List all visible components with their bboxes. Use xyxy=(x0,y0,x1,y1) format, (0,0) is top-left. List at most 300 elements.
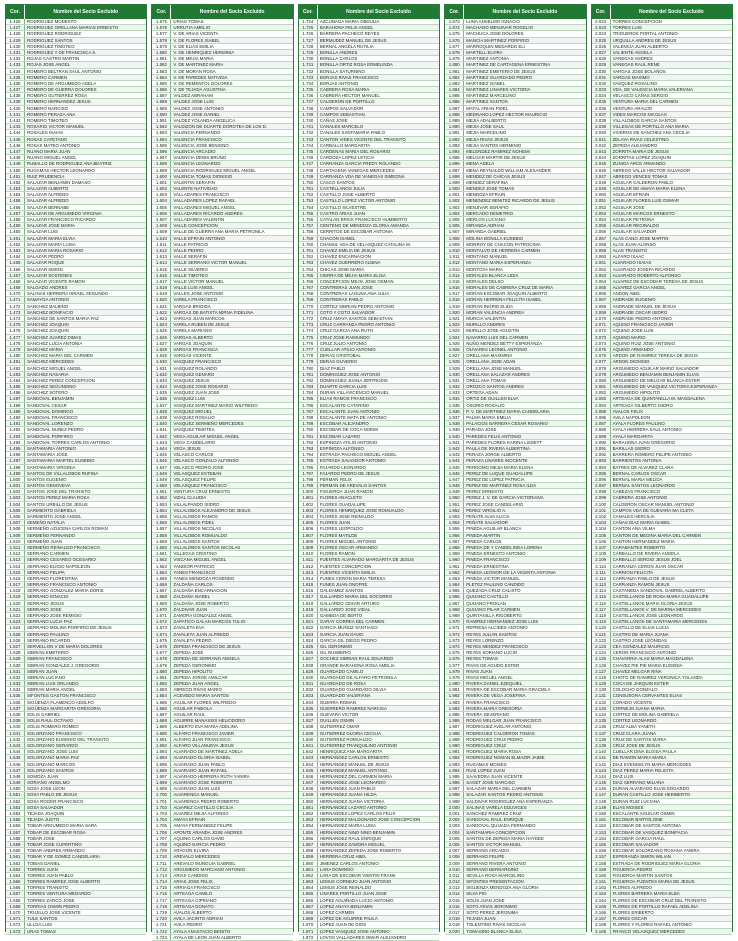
member-name: PINEDA ERNESTINA xyxy=(466,563,509,569)
member-number: 2.134 xyxy=(592,712,611,717)
member-name: PEÑATE ALVA ALICIA xyxy=(466,514,510,519)
member-name: MARTINEZ DE CARTAGENA ERNESTINA xyxy=(466,62,551,68)
member-name: PAULA DE RIVERA ALBERTINA xyxy=(466,445,530,451)
member-number: 2.146 xyxy=(592,786,611,791)
member-name: RIVERA DE ESCOBAR MARIA GRACIELA xyxy=(466,687,551,693)
member-number: 1.627 xyxy=(152,341,171,346)
member-name: ZALDAÑA CARLOS xyxy=(173,582,213,588)
member-number: 1.521 xyxy=(6,607,25,612)
member-name: V. DE PAREDES NATIVIDA xyxy=(173,74,228,80)
member-name: MENDEZ SERAFINA xyxy=(466,179,508,185)
member-number: 1.806 xyxy=(299,526,318,531)
member-name: TORRES TRANSITO xyxy=(27,885,69,891)
member-number: 2.031 xyxy=(592,75,611,80)
member-number: 2.053 xyxy=(592,211,611,216)
member-name: RODRIGUEZ RODRIGUEZ xyxy=(27,31,81,37)
member-name: ALVARADO JUAN PABLO xyxy=(173,761,225,767)
member-number: 1.688 xyxy=(152,718,171,723)
member-name: SIBRIAN EMETERIO xyxy=(27,650,69,656)
member-name: ARGUMEDO AGUILAR MARIO SALVADOR xyxy=(612,365,699,371)
member-name: TOLENTINO RIVAS NICOLAS xyxy=(466,922,526,928)
member-name: AQUINO MARIO xyxy=(612,334,646,340)
member-number: 1.967 xyxy=(445,601,464,606)
member-number: 1.565 xyxy=(6,879,25,884)
member-name: GUARDADO DE ROSA xyxy=(319,681,367,687)
member-name: AQUINO ARMANDO xyxy=(612,346,654,352)
member-number: 1.671 xyxy=(152,613,171,618)
member-number: 2.102 xyxy=(592,514,611,519)
member-number: 1.531 xyxy=(6,669,25,674)
member-number: 1.950 xyxy=(445,495,464,500)
member-number: 1.512 xyxy=(6,551,25,556)
member-name: CORTEZ SIBRIAN PEDRO ANTONIO xyxy=(319,303,395,309)
member-number: 1.757 xyxy=(299,223,318,228)
member-number: 1.999 xyxy=(445,799,464,804)
member-name: MENJIVAR SERAFIO xyxy=(466,204,509,210)
member-number: 1.437 xyxy=(6,87,25,92)
member-name: SIGÜENZA FLAMENCO ADOLFO xyxy=(27,699,94,705)
member-name: FRANCO VELASQUEZ MERCEDES xyxy=(612,928,685,934)
member-name: ROMERO BELTRAN SAUL ANTONIO xyxy=(27,68,102,74)
member-name: DIAZ SERRANO MILIANA xyxy=(612,780,665,786)
member-name: REYES TOMAS xyxy=(466,656,498,662)
member-name: DOMINGUEZ JUANA JERTRUDIS xyxy=(319,377,388,383)
member-name: DUARTE GARCIA LUIS xyxy=(319,384,367,390)
member-name: VARGAS DE BATISTA MIRNA FIDELINA xyxy=(173,309,254,315)
member-name: GUARDADO CAMILO xyxy=(319,668,364,674)
member-name: CAMPOS SEBASTIAN xyxy=(319,111,365,117)
member-name: VALDEZ JOSE LUIS xyxy=(173,99,214,105)
member-name: SANTOS JOSE DEL TRANSITO xyxy=(27,489,91,495)
member-number: 1.707 xyxy=(152,836,171,841)
member-name: CABEZAS FRANCISCO xyxy=(612,489,661,495)
member-name: PEREZ J. V. DE GARCIA VICTORIANA xyxy=(466,495,544,501)
member-name: HERNANDEZ JUAN PABLO xyxy=(319,786,376,792)
member-name: RODRIGUEZ ORELLANA MARIAS ERNESTO xyxy=(27,25,119,31)
member-number: 1.993 xyxy=(445,762,464,767)
member-number: 2.108 xyxy=(592,551,611,556)
member-number: 1.486 xyxy=(6,390,25,395)
member-name: AGUILAR EFRAIN xyxy=(612,192,650,198)
member-name: CARDOZA LOPEZ LETICIA xyxy=(319,155,375,161)
member-number: 1.644 xyxy=(152,446,171,451)
member-name: CRUZ CARRANZA PEDRO ANTONIO xyxy=(319,322,395,328)
member-number: 1.685 xyxy=(152,700,171,705)
member-number: 1.666 xyxy=(152,582,171,587)
member-number: 1.470 xyxy=(6,291,25,296)
member-name: VALLE LUIS ANGEL xyxy=(173,285,214,291)
member-number: 1.466 xyxy=(6,267,25,272)
member-name: PEREZ DE LOPEZ PATRICIA xyxy=(466,476,525,482)
member-name: SIGÜENZA MARGARITA GREGORIA xyxy=(27,705,101,711)
member-number: 1.638 xyxy=(152,409,171,414)
member-name: MATAL ARIAN FIDEL xyxy=(466,105,509,111)
member-name: SERMEÑO AZUCENA CARLOS ROMAN xyxy=(27,526,108,532)
member-name: AGUILAR CALDERON PABLO xyxy=(612,179,674,185)
member-number: 1.889 xyxy=(445,118,464,123)
member-number: 1.782 xyxy=(299,378,318,383)
member-number: 1.705 xyxy=(152,823,171,828)
member-name: PINEDA VICTOR MANUEL xyxy=(466,575,520,581)
member-name: V. DE HENRIQUEZ HERMINIA xyxy=(173,49,235,55)
member-name: ARDON DE RAMIREZ TERESA DE JESUS xyxy=(612,353,698,359)
member-name: APONTE ARANDA JOSE ANDRES xyxy=(173,829,243,835)
member-name: ARTEAGA GILBERTO ISIDRO xyxy=(612,402,673,408)
member-name: CONTRERAS PABLO xyxy=(319,297,363,303)
member-number: 1.523 xyxy=(6,619,25,624)
member-number: 1.471 xyxy=(6,297,25,302)
member-number: 1.952 xyxy=(445,508,464,513)
member-number: 1.560 xyxy=(6,848,25,853)
member-number: 1.981 xyxy=(445,687,464,692)
member-name: V. DE FLORES ISABEL xyxy=(173,37,220,43)
member-name: SIBRIAN LUIS ORLANDO xyxy=(27,681,79,687)
member-number: 1.932 xyxy=(445,384,464,389)
member-name: ALVARADO JOSEFA RICARDO xyxy=(612,266,676,272)
member-number: 1.440 xyxy=(6,106,25,111)
member-name: SANCHEZ JOAQUIN xyxy=(27,322,69,328)
member-number: 1.629 xyxy=(152,353,171,358)
member-name: VALIENTE ANGELA xyxy=(612,49,653,55)
member-number: 1.984 xyxy=(445,706,464,711)
member-number: 1.741 xyxy=(299,124,318,129)
member-name: BERNAL MARIA MELIDA xyxy=(612,476,663,482)
member-name: ZAVALETA PEDRO xyxy=(173,637,212,643)
member-name: SOLORZANO SANTOS xyxy=(27,767,74,773)
member-name: SALAZAR ALBERTO xyxy=(27,186,69,192)
member-name: SANTOS URBILLO DE JESUS xyxy=(27,501,88,507)
member-number: 2.004 xyxy=(445,830,464,835)
member-number: 1.723 xyxy=(152,935,171,940)
member-number: 1.756 xyxy=(299,217,318,222)
member-number: 1.499 xyxy=(6,471,25,476)
member-name: SALAZAR VICENTE RAMON xyxy=(27,278,85,284)
member-number: 1.556 xyxy=(6,823,25,828)
table-body xyxy=(299,19,439,941)
member-name: DERAS CRISTOBAL xyxy=(319,353,361,359)
member-name: SALGADO ANDRES xyxy=(27,285,68,291)
member-number: 1.992 xyxy=(445,755,464,760)
member-number: 2.050 xyxy=(592,192,611,197)
member-name: ESTRADA PACHECO MIGUEL ANGEL xyxy=(319,452,397,458)
member-name: BORJAS RIVAS FRANCISCO xyxy=(319,74,379,80)
member-name: SALAZAR ALFREDO xyxy=(27,192,69,198)
member-name: MIRANDA ADRIAN xyxy=(466,223,504,229)
member-name: RODRIGUEZ Y DE FRANCISCA S. xyxy=(27,49,97,55)
member-name: VALENCIA LEONARDO xyxy=(173,161,221,167)
member-number: 1.641 xyxy=(152,427,171,432)
member-name: ESCALANTE CATARINO xyxy=(319,402,370,408)
member-name: RODRIGUEZ MARIA ROSA xyxy=(466,749,522,755)
member-name: SORIANO ANSELMO xyxy=(27,780,70,786)
member-number: 2.135 xyxy=(592,718,611,723)
member-number: 1.957 xyxy=(445,539,464,544)
member-name: SALAZAR DE ARGUMEDO VIRGINIA xyxy=(27,210,102,216)
member-name: SIGUENZA MENDOZA ANA GLORIA xyxy=(466,885,539,891)
member-number: 1.742 xyxy=(299,130,318,135)
member-name: REYES SORIANO LUCIO xyxy=(466,650,518,656)
member-name: SERRANO FELIPA xyxy=(27,569,65,575)
member-number: 1.608 xyxy=(152,223,171,228)
member-name: SANCHEZ JUAREZ DIMAS xyxy=(27,334,82,340)
member-number: 1.589 xyxy=(152,106,171,111)
member-name: CHAVEZ PIE PIE MARIA EUGENIA xyxy=(612,662,683,668)
member-name: SOTO ARIAS JERONIMO xyxy=(466,903,518,909)
member-name: TORRES JUAN PABLO xyxy=(27,872,74,878)
member-name: RODRIGUEZ CRUZ PEDRO xyxy=(466,736,523,742)
member-name: BERNAL SANTOS LEONARDO xyxy=(612,483,676,489)
member-name: CORNEJO JUANA MARIA xyxy=(612,705,665,711)
member-name: VELASCO CARLOS xyxy=(173,452,214,458)
member-name: SAGET JOSE NARCISO xyxy=(466,780,515,786)
member-number: 1.977 xyxy=(445,663,464,668)
member-name: AGUILAR FLORES WILFREDO xyxy=(173,699,236,705)
member-number: 2.126 xyxy=(592,663,611,668)
member-name: CARBALLO MARGARITA xyxy=(319,142,371,148)
column-header xyxy=(592,5,732,19)
member-name: VALDEZ YOLANDA ANGELICA xyxy=(173,118,236,123)
member-number: 1.958 xyxy=(445,545,464,550)
member-number: 1.607 xyxy=(152,217,171,222)
member-name: AVALOS ALBERTO xyxy=(173,910,212,915)
member-name: CANTON ANA VILMA xyxy=(612,526,656,532)
member-name: ESPERANZA SIMON WILIAN xyxy=(612,854,671,860)
member-name: MERLOS LUCIANO xyxy=(466,217,506,222)
member-number: 1.803 xyxy=(299,508,318,513)
member-number: 1.730 xyxy=(299,56,318,61)
member-name: SERMEÑO FERNANDO xyxy=(27,532,76,538)
member-name: V. DE MORAN ROSA xyxy=(173,68,216,74)
member-name: CORTEZ DE MOLINA GABRIELA xyxy=(612,712,679,717)
member-number: 1.588 xyxy=(152,99,171,104)
member-name: ZEPEDA FRANCISCO DE JESUS xyxy=(173,643,241,649)
member-name: CONTRERAS LAGUNA ANA JULIA xyxy=(319,291,390,297)
member-name: ALAS TRANSITO xyxy=(612,247,648,253)
member-name: VARGAS JOAQUIN xyxy=(173,340,213,346)
member-name: GUERRA ROMAN xyxy=(319,699,356,705)
member-name: FLORES Y FLORES RAFAEL ANTONIO xyxy=(612,922,692,928)
member-number: 1.465 xyxy=(6,260,25,265)
member-name: SANDOVAL DOMINGO xyxy=(27,408,74,414)
member-number: 1.501 xyxy=(6,483,25,488)
member-number: 1.467 xyxy=(6,273,25,278)
member-name: FLORES MIGUEL ANTONIO xyxy=(319,538,377,544)
member-number: 1.733 xyxy=(299,75,318,80)
member-number: 2.019 xyxy=(445,922,464,927)
member-number: 1.528 xyxy=(6,650,25,655)
member-number: 1.776 xyxy=(299,341,318,346)
member-name: VELASQUEZ ESTEBAN xyxy=(173,470,222,476)
member-name: FIGUEROA JUAN RAMON xyxy=(319,489,373,495)
member-name: SANCHEZ MARIA DEL CARMEN xyxy=(27,353,93,359)
member-name: ESCOBAR GARCIA RAUL xyxy=(612,835,665,841)
member-number: 1.785 xyxy=(299,396,318,401)
member-name: RIVERA MARIA GREGORIA xyxy=(466,705,523,711)
member-number: 2.010 xyxy=(445,867,464,872)
member-name: CARABANTES ROBERTO xyxy=(612,544,666,550)
member-name: ZORRITA MARIA DE JESUS xyxy=(612,148,669,154)
member-name: VEGA JESUS xyxy=(173,445,201,451)
member-number: 1.873 xyxy=(445,19,464,24)
member-number: 1.871 xyxy=(299,929,318,934)
member-number: 1.766 xyxy=(299,279,318,284)
member-number: 1.778 xyxy=(299,353,318,358)
member-number: 1.965 xyxy=(445,588,464,593)
member-number: 1.982 xyxy=(445,693,464,698)
member-name: SERMEÑO REINALDO FRANCISCO xyxy=(27,544,100,550)
member-number: 1.564 xyxy=(6,873,25,878)
member-number: 1.605 xyxy=(152,205,171,210)
member-name: AQUINO JOSE LUIS xyxy=(612,328,654,334)
member-number: 1.838 xyxy=(299,724,318,729)
member-name: DIAZ LUIS xyxy=(612,773,634,779)
member-number: 1.774 xyxy=(299,328,318,333)
member-number: 1.582 xyxy=(152,62,171,67)
member-number: 2.065 xyxy=(592,285,611,290)
member-name: AQUINO RUIZ JOSE ANTONIO xyxy=(612,340,675,346)
member-number: 1.614 xyxy=(152,260,171,265)
member-number: 1.811 xyxy=(299,557,318,562)
member-name: VARELA FRANCISCO xyxy=(173,297,218,303)
member-name: BARRIENTOS ANTONIA xyxy=(612,458,662,464)
member-name: VARGAS MAXIMO xyxy=(612,74,650,80)
member-name: GAMBOA DE BERTO xyxy=(319,613,363,618)
member-number: 1.846 xyxy=(299,774,318,779)
member-number: 1.912 xyxy=(445,260,464,265)
member-number: 2.042 xyxy=(592,143,611,148)
member-number: 1.646 xyxy=(152,458,171,463)
member-name: SOLORZANO JOSE LUIS xyxy=(27,749,79,755)
member-name: REPRESA ALCIDES ANTONIO xyxy=(466,625,528,631)
member-number: 1.983 xyxy=(445,700,464,705)
member-name: PINEDA CARLOS xyxy=(466,538,502,544)
member-name: QUIJANO CASTILLO xyxy=(466,594,509,600)
member-name: CATALAN ERICK FRANCISCO HUMBERTO xyxy=(319,217,408,222)
member-name: SANDOVAL NUÑEZ PEDRO xyxy=(27,427,84,433)
member-name: CARRANZA CERON JUAN OSCAR xyxy=(612,563,684,569)
member-name: GIL GERONIMO xyxy=(319,643,353,649)
member-number: 1.998 xyxy=(445,792,464,797)
member-name: RUGAMAS MOISES xyxy=(466,761,507,767)
member-name: ZORRITAS LOPEZ JOAQUIN xyxy=(612,155,671,161)
member-name: ALFARO ISAAC xyxy=(612,254,645,260)
member-name: SANTOS DE ZEPEDA MARIA HAYDEE xyxy=(466,835,544,841)
member-name: ALBERTO EVA MARIA ADELINA xyxy=(173,724,238,730)
member-number: 2.161 xyxy=(592,879,611,884)
member-name: CANTON DE MEDINA MARIA DEL CARMEN xyxy=(612,532,702,538)
member-name: VASQUEZ JUAN JOSE xyxy=(173,390,220,396)
member-number: 2.098 xyxy=(592,489,611,494)
member-name: ROMERO DE ARGUMEDO ADELA xyxy=(27,80,97,86)
member-name: LINARES PORTILLO JUAN JOSE xyxy=(319,891,387,897)
member-number: 1.775 xyxy=(299,335,318,340)
member-number: 1.884 xyxy=(445,87,464,92)
member-number: 1.870 xyxy=(299,922,318,927)
member-number: 1.684 xyxy=(152,693,171,698)
member-number: 1.840 xyxy=(299,737,318,742)
member-name: SANCHEZ RAMIREZ CRUZ xyxy=(466,811,522,816)
header-code-label: Cor. xyxy=(299,5,318,19)
member-number: 1.625 xyxy=(152,328,171,333)
member-name: SOSA SALVADOR xyxy=(27,804,64,810)
member-name: QUINTANILLA RIGOBERTO xyxy=(466,613,522,618)
member-name: CARDENAS MARIA DEL ROSARIO xyxy=(319,148,391,154)
member-name: VIDES MARCOS NICOLAS xyxy=(612,111,667,117)
member-name: ESPINOZA ALFONSO xyxy=(319,445,364,451)
member-number: 1.548 xyxy=(6,774,25,779)
member-number: 1.922 xyxy=(445,322,464,327)
member-name: VILLALOBOS NICOLAS xyxy=(173,526,221,532)
member-number: 1.819 xyxy=(299,607,318,612)
member-number: 2.073 xyxy=(592,335,611,340)
member-number: 2.123 xyxy=(592,644,611,649)
member-number: 2.164 xyxy=(592,898,611,903)
member-number: 1.537 xyxy=(6,706,25,711)
member-number: 1.796 xyxy=(299,465,318,470)
member-name: VARGAS JOSE BOLAÑOS xyxy=(612,68,666,74)
member-name: ZALDAÑA JOSE ROBERTO xyxy=(173,600,229,606)
member-number: 1.637 xyxy=(152,403,171,408)
member-number: 1.939 xyxy=(445,427,464,432)
member-number: 1.725 xyxy=(299,25,318,30)
member-name: ALVARENGA PEDRO ROBERTO xyxy=(173,798,239,804)
member-name: AVALOS FELIX xyxy=(612,408,643,414)
member-number: 1.921 xyxy=(445,316,464,321)
member-number: 1.786 xyxy=(299,403,318,408)
member-name: VALENCIA FERNANDO xyxy=(173,130,221,136)
member-number: 1.962 xyxy=(445,570,464,575)
member-name: SAAVEDRA JUAN VICENTE xyxy=(466,773,523,779)
member-name: SERRANO IGNACIO xyxy=(27,594,69,600)
member-name: BONILLA CARLOS xyxy=(319,56,358,62)
member-number: 1.923 xyxy=(445,328,464,333)
member-name: CABRERA ROSA MARIA xyxy=(319,87,370,93)
member-number: 1.667 xyxy=(152,588,171,593)
member-name: CANALES SANTAMARIA PABLO xyxy=(319,130,386,136)
member-name: MARTINEZ ANTONIA xyxy=(466,56,509,62)
member-number: 1.828 xyxy=(299,663,318,668)
member-number: 1.726 xyxy=(299,31,318,36)
member-number: 1.635 xyxy=(152,390,171,395)
member-name: HENRIQUEZ ANA MARGARITA xyxy=(319,749,383,755)
member-number: 1.616 xyxy=(152,273,171,278)
header-name-label: Nombre del Socio Excluido xyxy=(53,9,119,15)
member-number: 1.839 xyxy=(299,731,318,736)
member-number: 1.478 xyxy=(6,341,25,346)
member-number: 2.092 xyxy=(592,452,611,457)
member-name: FIGUEROA FUENTES MARIA DE JESUS xyxy=(612,879,695,885)
member-name: SERVELLON V DE MARIA DOLORES xyxy=(27,643,103,649)
member-name: CARBALLO SERGIO JESUS JOEL xyxy=(612,557,682,563)
member-name: SERRANO RICARDO xyxy=(27,637,71,643)
member-number: 1.550 xyxy=(6,786,25,791)
member-name: CHAVEZ MELGAR RINA xyxy=(612,668,662,674)
member-number: 1.996 xyxy=(445,780,464,785)
member-name: TOBAR ARGUMEDO MARIA SARA xyxy=(27,823,97,829)
member-number: 1.833 xyxy=(299,693,318,698)
member-name: ESTRADA SALVADOR ANTONIO xyxy=(319,458,386,464)
member-number: 2.143 xyxy=(592,768,611,773)
member-number: 1.693 xyxy=(152,749,171,754)
member-number: 1.434 xyxy=(6,69,25,74)
member-name: BERMUDEZ MANUEL DE JESUS xyxy=(319,37,387,43)
member-number: 1.739 xyxy=(299,112,318,117)
member-number: 2.105 xyxy=(592,533,611,538)
member-name: CARRANZA VDA DE VANEGAS SIMEONA xyxy=(319,173,405,179)
member-name: VELASCO GONZALO ALFONSO xyxy=(173,458,239,464)
member-number: 1.887 xyxy=(445,106,464,111)
member-number: 1.919 xyxy=(445,304,464,309)
